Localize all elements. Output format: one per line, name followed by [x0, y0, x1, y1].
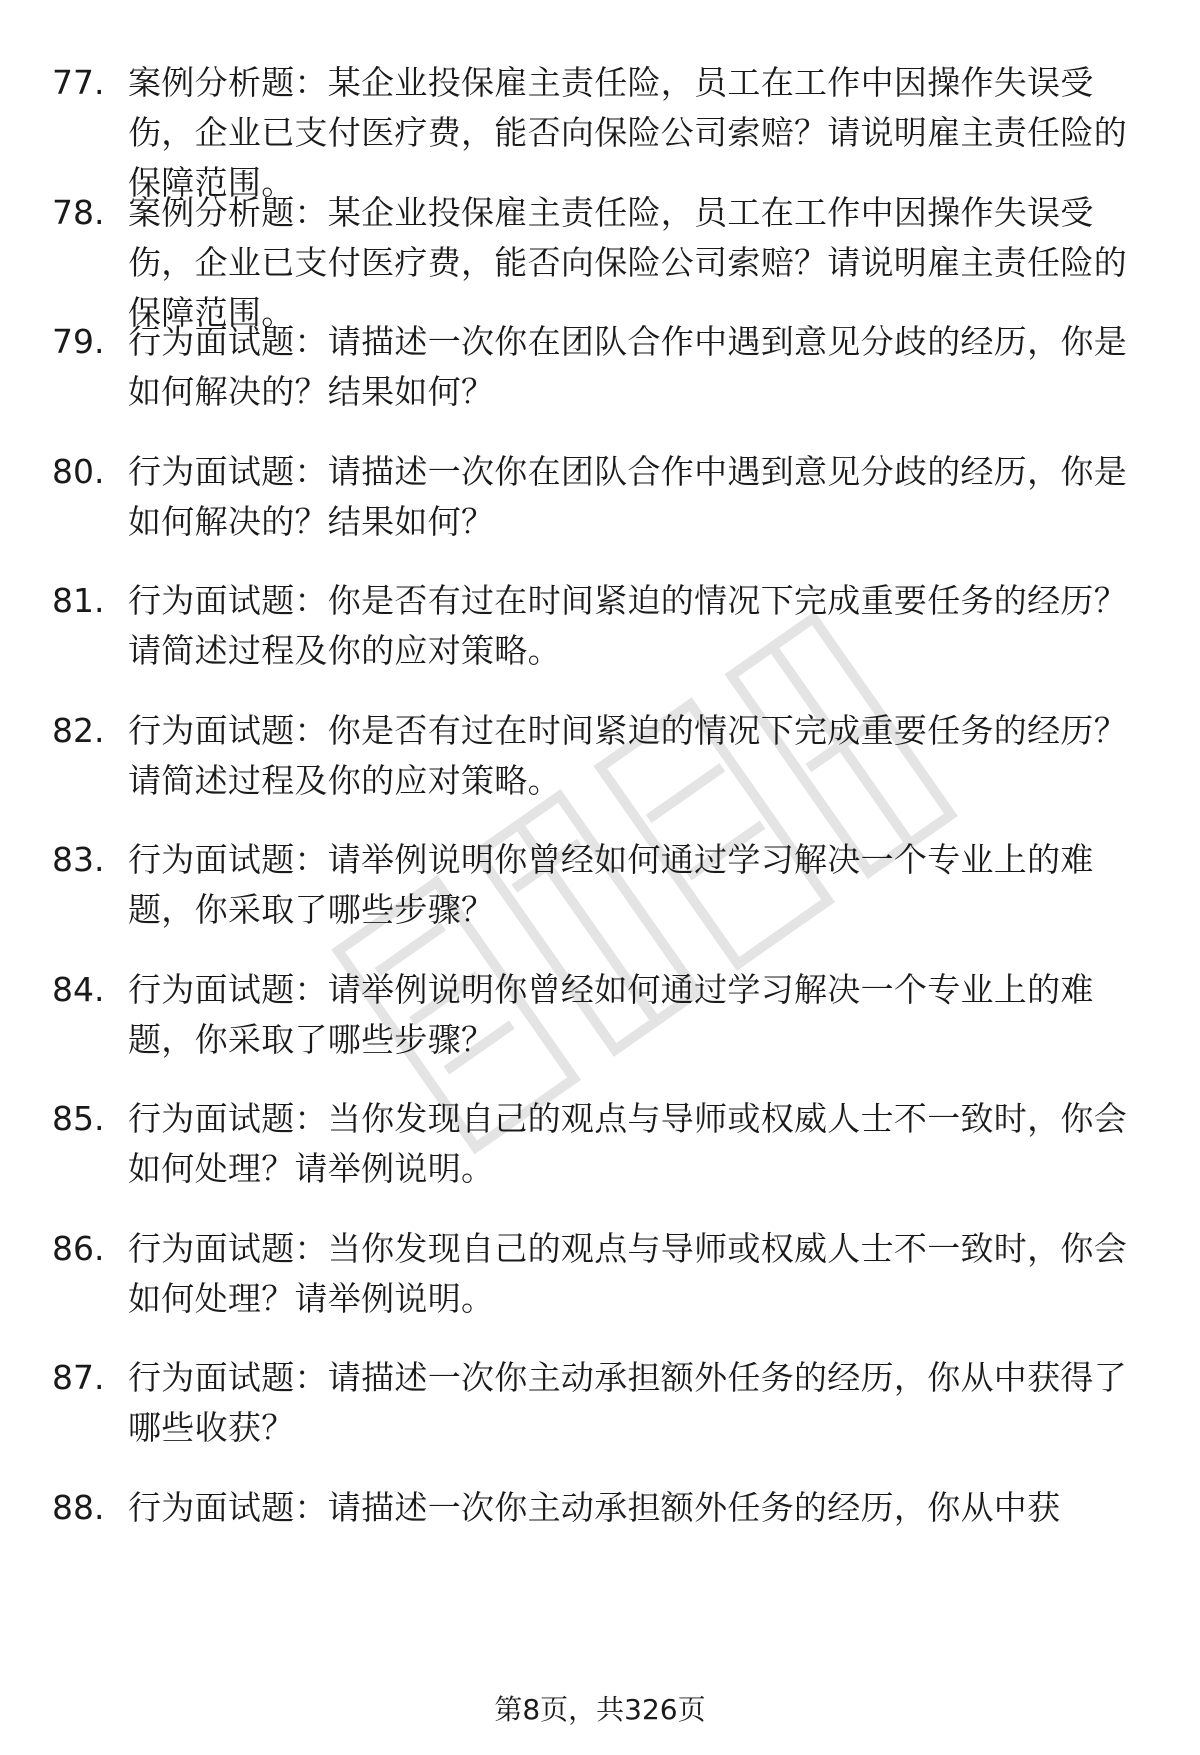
question-item: [0, 965, 1200, 1095]
question-text: 行为面试题：你是否有过在时间紧迫的情况下完成重要任务的经历？请简述过程及你的应对策略。: [128, 581, 1127, 670]
question-number: 80.: [52, 451, 105, 491]
question-text: 行为面试题：请描述一次你在团队合作中遇到意见分歧的经历，你是如何解决的？结果如何？: [128, 322, 1127, 411]
question-item: [0, 1224, 1200, 1354]
question-text: 行为面试题：请描述一次你主动承担额外任务的经历，你从中获: [128, 1487, 1061, 1527]
question-number: 81.: [52, 581, 105, 620]
question-item: [0, 317, 1200, 447]
question-number: 85.: [52, 1099, 105, 1138]
question-number: 88.: [52, 1487, 105, 1527]
question-number: 87.: [52, 1358, 105, 1397]
question-text: 行为面试题：请描述一次你在团队合作中遇到意见分歧的经历，你是如何解决的？结果如何？: [128, 451, 1127, 541]
question-item: [0, 1483, 1200, 1613]
question-number: 86.: [52, 1228, 105, 1268]
question-list: [0, 58, 1200, 1612]
question-text: 行为面试题：请描述一次你主动承担额外任务的经历，你从中获得了哪些收获？: [128, 1358, 1127, 1447]
question-number: 82.: [52, 710, 105, 750]
question-item: [0, 1094, 1200, 1224]
page-footer: 第8页，共326页: [494, 1693, 706, 1726]
question-item: [0, 58, 1200, 202]
question-item: [0, 835, 1200, 965]
question-text: 行为面试题：当你发现自己的观点与导师或权威人士不一致时，你会如何处理？请举例说明。: [128, 1099, 1127, 1188]
question-text: 案例分析题：某企业投保雇主责任险，员工在工作中因操作失误受伤，企业已支付医疗费，能否向保险公司索赔？请说明雇主责任险的保障范围。: [128, 192, 1127, 332]
question-text: 案例分析题：某企业投保雇主责任险，员工在工作中因操作失误受伤，企业已支付医疗费，能否向保险公司索赔？请说明雇主责任险的保障范围。: [128, 63, 1127, 202]
question-item: [0, 1353, 1200, 1483]
question-number: 83.: [52, 840, 105, 879]
question-item: [0, 576, 1200, 706]
question-item: [0, 447, 1200, 577]
question-text: 行为面试题：当你发现自己的观点与导师或权威人士不一致时，你会如何处理？请举例说明。: [128, 1228, 1127, 1318]
question-item: [0, 188, 1200, 332]
question-text: 行为面试题：请举例说明你曾经如何通过学习解决一个专业上的难题，你采取了哪些步骤？: [128, 840, 1094, 929]
question-number: 84.: [52, 969, 105, 1009]
question-number: 79.: [52, 322, 105, 361]
question-text: 行为面试题：你是否有过在时间紧迫的情况下完成重要任务的经历？请简述过程及你的应对策略。: [128, 710, 1127, 800]
question-text: 行为面试题：请举例说明你曾经如何通过学习解决一个专业上的难题，你采取了哪些步骤？: [128, 969, 1094, 1059]
question-number: 78.: [52, 192, 105, 232]
question-item: [0, 706, 1200, 836]
question-number: 77.: [52, 63, 105, 102]
